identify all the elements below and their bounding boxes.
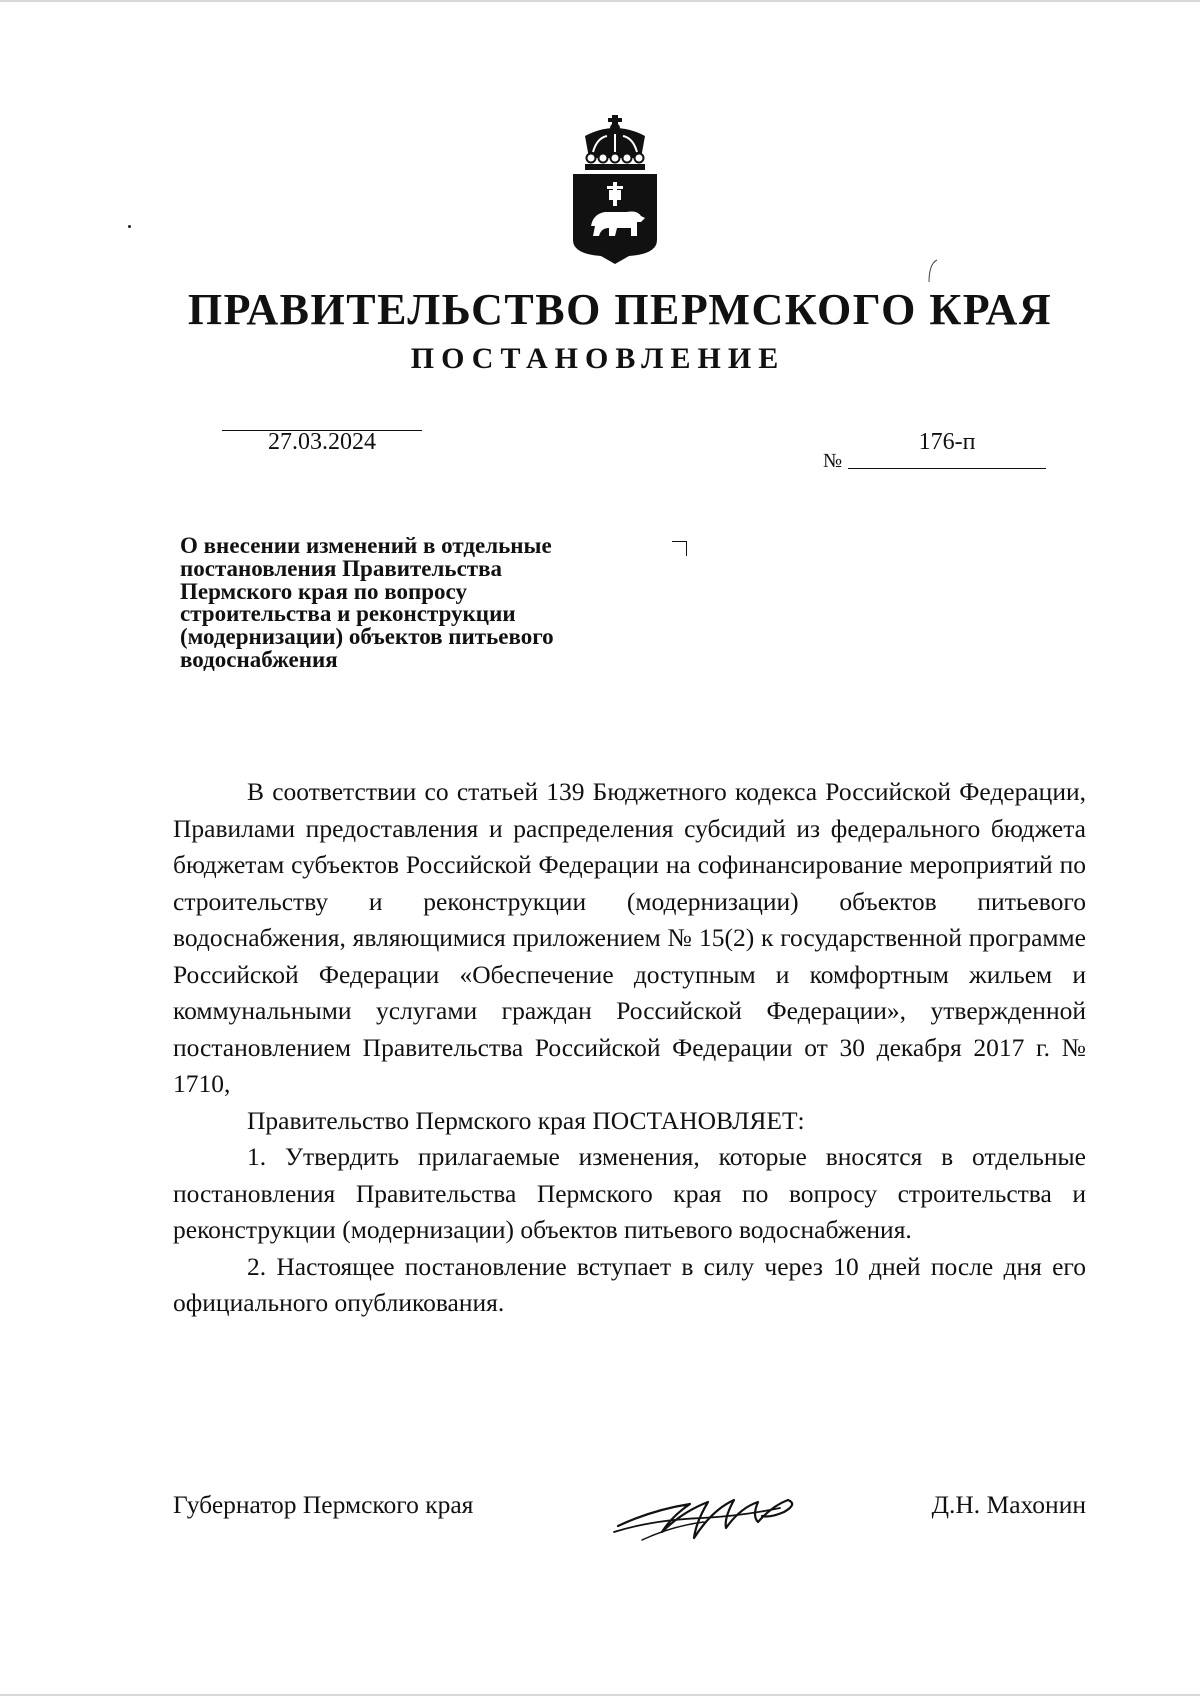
document-body [173,774,1086,1322]
body-paragraph-item-1: 1. Утвердить прилагаемые изменения, которые вносятся в отдельные постановления Правительства Пермского края по вопросу строительства и реконструкции (модернизации) объектов питьевого водоснабжения. [173,1142,1086,1244]
subject-line: строительства и реконструкции [180,601,516,627]
scan-speck [128,225,131,228]
subject-line: Пермского края по вопросу [180,578,467,604]
subject-line: постановления Правительства [180,555,502,581]
document-number: 176-п [918,429,976,455]
handwritten-signature [612,1482,802,1548]
date-underline [222,430,422,431]
government-title: ПРАВИТЕЛЬСТВО ПЕРМСКОГО КРАЯ [187,285,1053,334]
scan-mark [925,258,939,284]
perm-krai-coat-of-arms-icon [567,114,663,266]
body-paragraph-item-2: 2. Настоящее постановление вступает в силу через 10 дней после дня его официального опубликования. [173,1251,1086,1317]
subject-corner-mark [672,541,687,556]
body-paragraph-resolves: Правительство Пермского края ПОСТАНОВЛЯЕТ: [247,1105,805,1135]
number-underline [848,468,1046,469]
subject-line: водоснабжения [180,646,338,672]
number-sign: № [823,450,843,472]
signer-name: Д.Н. Махонин [931,1490,1086,1519]
signer-position: Губернатор Пермского края [173,1490,474,1519]
document-type: ПОСТАНОВЛЕНИЕ [410,342,786,375]
subject-line: (модернизации) объектов питьевого [180,624,554,650]
body-paragraph-preamble: В соответствии со статьей 139 Бюджетного кодекса Российской Федерации, Правилами предоставления и распределения субсидий из федерального бюджета бюджетам субъектов Российской Федерации на софинансирование мероприятий по строительству и реконструкции (модернизации) объектов питьевого водоснабжения, являющимися приложением № 15(2) к государственной программе Российской Федерации «Обеспечение доступным и комфортным жильем и коммунальными услугами граждан Российской Федерации», утвержденной постановлением Правительства Российской Федерации от 30 декабря 2017 г. № 1710, [173,777,1086,1098]
subject-line: О внесении изменений в отдельные [180,533,552,558]
document-subject [180,535,650,672]
document-date: 27.03.2024 [268,429,376,455]
scan-edge-top [0,0,1200,2]
